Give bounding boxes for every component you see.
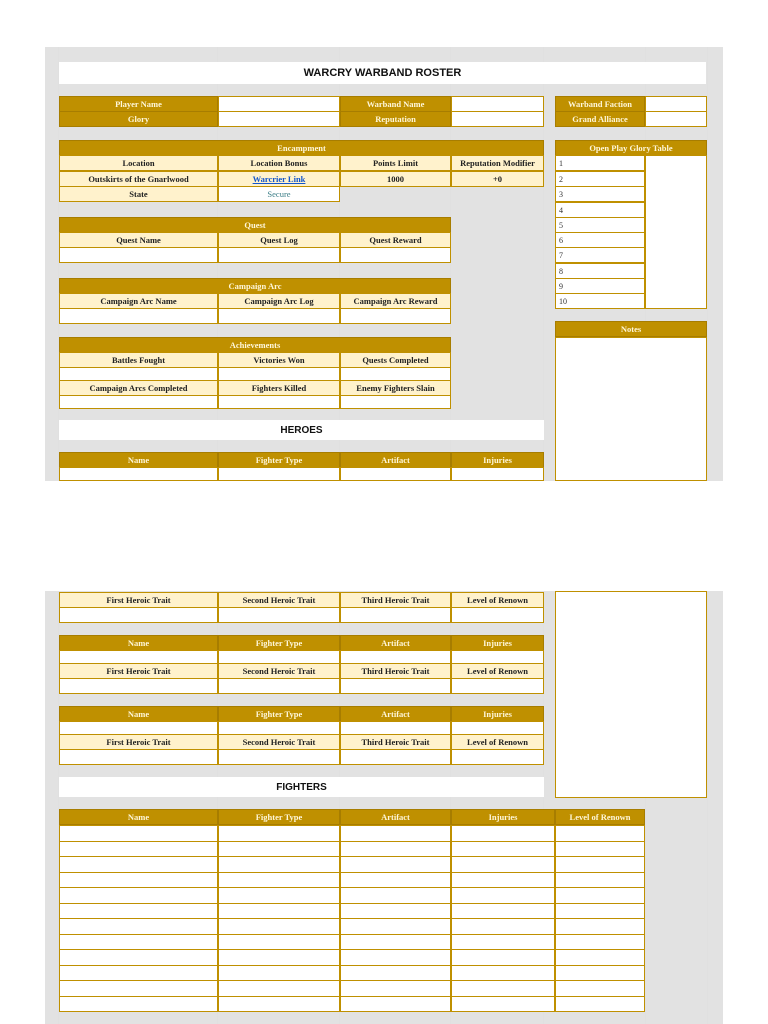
fighter-row-12-col-5[interactable] bbox=[555, 996, 645, 1013]
hero-3-name-field[interactable] bbox=[59, 721, 218, 735]
hero-1-renown-label: Level of Renown bbox=[451, 592, 544, 608]
hero-2-trait-2-label: Second Heroic Trait bbox=[218, 663, 340, 679]
heroes-title: HEROES bbox=[280, 424, 323, 436]
fighter-row-11-col-2[interactable] bbox=[218, 980, 340, 997]
hero-1-col-name: Name bbox=[59, 452, 218, 468]
player-name-label: Player Name bbox=[59, 96, 218, 112]
fighter-row-12-col-3[interactable] bbox=[340, 996, 451, 1013]
hero-3-trait-2-label: Second Heroic Trait bbox=[218, 734, 340, 750]
grand-alliance-label: Grand Alliance bbox=[555, 111, 645, 127]
encampment-location-value[interactable]: Outskirts of the Gnarlwood bbox=[59, 171, 218, 187]
hero-3-trait-3-field[interactable] bbox=[340, 749, 451, 765]
hero-1-fighter-type-field[interactable] bbox=[218, 467, 340, 481]
hero-2-col-name: Name bbox=[59, 635, 218, 651]
hero-2-col-artifact: Artifact bbox=[340, 635, 451, 651]
fighter-row-2-col-3[interactable] bbox=[340, 841, 451, 858]
fighter-row-8-col-5[interactable] bbox=[555, 934, 645, 951]
hero-3-fighter-type-field[interactable] bbox=[218, 721, 340, 735]
fighter-row-7-col-1[interactable] bbox=[59, 918, 218, 935]
fighter-row-5-col-1[interactable] bbox=[59, 887, 218, 904]
encampment-reputation-modifier-value[interactable]: +0 bbox=[451, 171, 544, 187]
fighter-row-9-col-3[interactable] bbox=[340, 949, 451, 966]
glory-table-title: Open Play Glory Table bbox=[555, 140, 707, 156]
hero-3-col-injuries: Injuries bbox=[451, 706, 544, 722]
hero-1-trait-1-field[interactable] bbox=[59, 607, 218, 623]
hero-2-renown-field[interactable] bbox=[451, 678, 544, 694]
fighters-killed-label: Fighters Killed bbox=[218, 380, 340, 396]
hero-3-artifact-field[interactable] bbox=[340, 721, 451, 735]
fighter-row-11-col-1[interactable] bbox=[59, 980, 218, 997]
hero-3-trait-1-field[interactable] bbox=[59, 749, 218, 765]
quests-completed-field[interactable] bbox=[340, 367, 451, 381]
hero-3-col-fighter-type: Fighter Type bbox=[218, 706, 340, 722]
fighter-row-8-col-3[interactable] bbox=[340, 934, 451, 951]
campaign-arc-log-field[interactable] bbox=[218, 308, 340, 324]
fighter-row-5-col-2[interactable] bbox=[218, 887, 340, 904]
hero-2-trait-3-label: Third Heroic Trait bbox=[340, 663, 451, 679]
hero-3-col-name: Name bbox=[59, 706, 218, 722]
glory-row-4[interactable]: 4 bbox=[555, 202, 645, 218]
fighter-row-4-col-3[interactable] bbox=[340, 872, 451, 889]
fighters-col-fighter-type: Fighter Type bbox=[218, 809, 340, 825]
page-title: WARCRY WARBAND ROSTER bbox=[303, 67, 462, 79]
hero-3-renown-label: Level of Renown bbox=[451, 734, 544, 750]
fighter-row-4-col-1[interactable] bbox=[59, 872, 218, 889]
hero-1-col-injuries: Injuries bbox=[451, 452, 544, 468]
reputation-label: Reputation bbox=[340, 111, 451, 127]
quests-completed-label: Quests Completed bbox=[340, 352, 451, 368]
encampment-col-points-limit: Points Limit bbox=[340, 155, 451, 171]
fighter-row-9-col-2[interactable] bbox=[218, 949, 340, 966]
quest-col-log: Quest Log bbox=[218, 232, 340, 248]
hero-1-trait-1-label: First Heroic Trait bbox=[59, 592, 218, 608]
fighter-row-8-col-4[interactable] bbox=[451, 934, 555, 951]
quest-col-name: Quest Name bbox=[59, 232, 218, 248]
warband-name-label: Warband Name bbox=[340, 96, 451, 112]
quest-reward-field[interactable] bbox=[340, 247, 451, 263]
hero-1-col-artifact: Artifact bbox=[340, 452, 451, 468]
fighter-row-11-col-4[interactable] bbox=[451, 980, 555, 997]
fighter-row-6-col-4[interactable] bbox=[451, 903, 555, 920]
fighter-row-9-col-5[interactable] bbox=[555, 949, 645, 966]
fighter-row-11-col-5[interactable] bbox=[555, 980, 645, 997]
fighter-row-6-col-1[interactable] bbox=[59, 903, 218, 920]
fighter-row-8-col-1[interactable] bbox=[59, 934, 218, 951]
hero-1-col-fighter-type: Fighter Type bbox=[218, 452, 340, 468]
fighter-row-4-col-5[interactable] bbox=[555, 872, 645, 889]
fighter-row-10-col-2[interactable] bbox=[218, 965, 340, 982]
hero-3-trait-1-label: First Heroic Trait bbox=[59, 734, 218, 750]
fighter-row-10-col-3[interactable] bbox=[340, 965, 451, 982]
victories-won-field[interactable] bbox=[218, 367, 340, 381]
hero-1-trait-2-field[interactable] bbox=[218, 607, 340, 623]
fighter-row-11-col-3[interactable] bbox=[340, 980, 451, 997]
fighter-row-10-col-5[interactable] bbox=[555, 965, 645, 982]
fighter-row-1-col-1[interactable] bbox=[59, 825, 218, 842]
fighter-row-6-col-2[interactable] bbox=[218, 903, 340, 920]
glory-row-9[interactable]: 9 bbox=[555, 278, 645, 294]
fighter-row-12-col-4[interactable] bbox=[451, 996, 555, 1013]
encampment-location-bonus-value[interactable] bbox=[218, 171, 340, 187]
fighter-row-1-col-2[interactable] bbox=[218, 825, 340, 842]
hero-1-name-field[interactable] bbox=[59, 467, 218, 481]
fighter-row-7-col-3[interactable] bbox=[340, 918, 451, 935]
fighter-row-6-col-3[interactable] bbox=[340, 903, 451, 920]
fighter-row-7-col-4[interactable] bbox=[451, 918, 555, 935]
glory-row-6[interactable]: 6 bbox=[555, 232, 645, 248]
fighter-row-4-col-4[interactable] bbox=[451, 872, 555, 889]
hero-3-injuries-field[interactable] bbox=[451, 721, 544, 735]
fighter-row-9-col-1[interactable] bbox=[59, 949, 218, 966]
fighters-col-level-of-renown: Level of Renown bbox=[555, 809, 645, 825]
encampment-title: Encampment bbox=[59, 140, 544, 156]
victories-won-label: Victories Won bbox=[218, 352, 340, 368]
player-name-field[interactable] bbox=[218, 96, 340, 112]
hero-2-col-fighter-type: Fighter Type bbox=[218, 635, 340, 651]
campaign-arc-reward-field[interactable] bbox=[340, 308, 451, 324]
fighters-killed-field[interactable] bbox=[218, 395, 340, 409]
fighter-row-1-col-4[interactable] bbox=[451, 825, 555, 842]
campaign-arc-col-log: Campaign Arc Log bbox=[218, 293, 340, 309]
fighter-row-3-col-5[interactable] bbox=[555, 856, 645, 873]
notes-area-top[interactable] bbox=[555, 337, 707, 481]
quest-col-reward: Quest Reward bbox=[340, 232, 451, 248]
hero-1-artifact-field[interactable] bbox=[340, 467, 451, 481]
hero-3-col-artifact: Artifact bbox=[340, 706, 451, 722]
quest-name-field[interactable] bbox=[59, 247, 218, 263]
fighter-row-1-col-5[interactable] bbox=[555, 825, 645, 842]
glory-row-10[interactable]: 10 bbox=[555, 293, 645, 309]
hero-3-trait-2-field[interactable] bbox=[218, 749, 340, 765]
fighter-row-3-col-2[interactable] bbox=[218, 856, 340, 873]
fighter-row-6-col-5[interactable] bbox=[555, 903, 645, 920]
hero-2-trait-3-field[interactable] bbox=[340, 678, 451, 694]
campaign-arcs-completed-field[interactable] bbox=[59, 395, 218, 409]
fighter-row-4-col-2[interactable] bbox=[218, 872, 340, 889]
campaign-arc-title: Campaign Arc bbox=[59, 278, 451, 294]
fighter-row-3-col-1[interactable] bbox=[59, 856, 218, 873]
hero-3-trait-3-label: Third Heroic Trait bbox=[340, 734, 451, 750]
fighters-col-injuries: Injuries bbox=[451, 809, 555, 825]
encampment-col-reputation-modifier: Reputation Modifier bbox=[451, 155, 544, 171]
fighter-row-7-col-5[interactable] bbox=[555, 918, 645, 935]
encampment-col-location: Location bbox=[59, 155, 218, 171]
fighter-row-10-col-1[interactable] bbox=[59, 965, 218, 982]
fighters-col-name: Name bbox=[59, 809, 218, 825]
hero-2-trait-1-field[interactable] bbox=[59, 678, 218, 694]
hero-3-renown-field[interactable] bbox=[451, 749, 544, 765]
fighter-row-2-col-1[interactable] bbox=[59, 841, 218, 858]
fighter-row-2-col-2[interactable] bbox=[218, 841, 340, 858]
encampment-state-label: State bbox=[59, 186, 218, 202]
hero-2-name-field[interactable] bbox=[59, 650, 218, 664]
encampment-state-value[interactable]: Secure bbox=[218, 186, 340, 202]
warband-name-field[interactable] bbox=[451, 96, 544, 112]
fighter-row-12-col-1[interactable] bbox=[59, 996, 218, 1013]
hero-1-trait-3-label: Third Heroic Trait bbox=[340, 592, 451, 608]
enemy-fighters-slain-field[interactable] bbox=[340, 395, 451, 409]
fighter-row-8-col-2[interactable] bbox=[218, 934, 340, 951]
achievements-title: Achievements bbox=[59, 337, 451, 353]
glory-row-8[interactable]: 8 bbox=[555, 263, 645, 279]
fighter-row-2-col-5[interactable] bbox=[555, 841, 645, 858]
campaign-arc-col-reward: Campaign Arc Reward bbox=[340, 293, 451, 309]
enemy-fighters-slain-label: Enemy Fighters Slain bbox=[340, 380, 451, 396]
glory-row-5[interactable]: 5 bbox=[555, 217, 645, 233]
fighter-row-10-col-4[interactable] bbox=[451, 965, 555, 982]
hero-2-trait-2-field[interactable] bbox=[218, 678, 340, 694]
encampment-points-limit-value[interactable]: 1000 bbox=[340, 171, 451, 187]
fighter-row-5-col-4[interactable] bbox=[451, 887, 555, 904]
fighter-row-5-col-3[interactable] bbox=[340, 887, 451, 904]
glory-label: Glory bbox=[59, 111, 218, 127]
fighter-row-7-col-2[interactable] bbox=[218, 918, 340, 935]
fighters-title: FIGHTERS bbox=[276, 781, 327, 793]
warband-faction-field[interactable] bbox=[645, 96, 707, 112]
glory-row-3[interactable]: 3 bbox=[555, 186, 645, 202]
hero-1-injuries-field[interactable] bbox=[451, 467, 544, 481]
warband-faction-label: Warband Faction bbox=[555, 96, 645, 112]
fighter-row-9-col-4[interactable] bbox=[451, 949, 555, 966]
fighter-row-3-col-4[interactable] bbox=[451, 856, 555, 873]
hero-2-fighter-type-field[interactable] bbox=[218, 650, 340, 664]
hero-2-injuries-field[interactable] bbox=[451, 650, 544, 664]
campaign-arc-name-field[interactable] bbox=[59, 308, 218, 324]
campaign-arc-col-name: Campaign Arc Name bbox=[59, 293, 218, 309]
fighter-row-1-col-3[interactable] bbox=[340, 825, 451, 842]
glory-row-7[interactable]: 7 bbox=[555, 247, 645, 263]
fighter-row-12-col-2[interactable] bbox=[218, 996, 340, 1013]
glory-row-1[interactable]: 1 bbox=[555, 155, 645, 171]
hero-2-artifact-field[interactable] bbox=[340, 650, 451, 664]
grand-alliance-field[interactable] bbox=[645, 111, 707, 127]
glory-values-column[interactable] bbox=[645, 155, 707, 309]
glory-field[interactable] bbox=[218, 111, 340, 127]
fighter-row-2-col-4[interactable] bbox=[451, 841, 555, 858]
fighters-col-artifact: Artifact bbox=[340, 809, 451, 825]
reputation-field[interactable] bbox=[451, 111, 544, 127]
glory-row-2[interactable]: 2 bbox=[555, 171, 645, 187]
quest-title: Quest bbox=[59, 217, 451, 233]
warcrier-link[interactable]: Warcrier Link bbox=[252, 174, 306, 184]
notes-area-bottom[interactable] bbox=[555, 591, 707, 798]
hero-2-renown-label: Level of Renown bbox=[451, 663, 544, 679]
quest-log-field[interactable] bbox=[218, 247, 340, 263]
hero-1-trait-3-field[interactable] bbox=[340, 607, 451, 623]
campaign-arcs-completed-label: Campaign Arcs Completed bbox=[59, 380, 218, 396]
hero-1-trait-2-label: Second Heroic Trait bbox=[218, 592, 340, 608]
battles-fought-field[interactable] bbox=[59, 367, 218, 381]
encampment-col-location-bonus: Location Bonus bbox=[218, 155, 340, 171]
battles-fought-label: Battles Fought bbox=[59, 352, 218, 368]
fighter-row-5-col-5[interactable] bbox=[555, 887, 645, 904]
hero-2-col-injuries: Injuries bbox=[451, 635, 544, 651]
hero-2-trait-1-label: First Heroic Trait bbox=[59, 663, 218, 679]
fighter-row-3-col-3[interactable] bbox=[340, 856, 451, 873]
notes-title: Notes bbox=[555, 321, 707, 337]
hero-1-renown-field[interactable] bbox=[451, 607, 544, 623]
